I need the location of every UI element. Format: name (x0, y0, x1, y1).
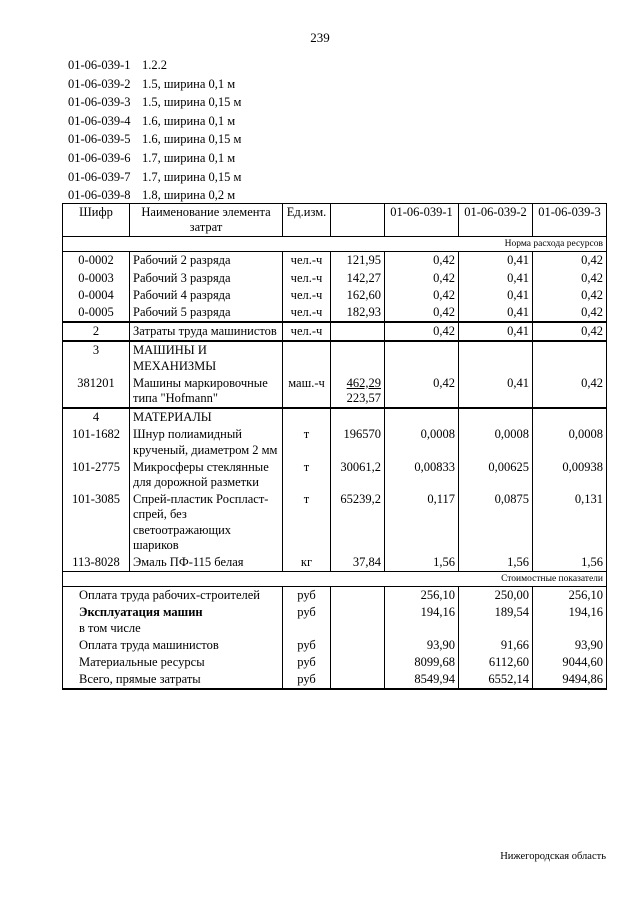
cost-value-3: 194,16 (533, 604, 607, 636)
table-row (63, 375, 607, 408)
code-id: 01-06-039-6 (68, 150, 131, 165)
cell-price: 65239,2 (331, 491, 385, 554)
cell-unit: т (283, 459, 331, 491)
code-list-item (68, 93, 241, 112)
code-list-item (68, 75, 241, 94)
region-footer: Нижегородская область (500, 851, 606, 862)
cost-value-2: 91,66 (459, 637, 533, 654)
cell-unit: чел.-ч (283, 304, 331, 322)
code-description: 1.7, ширина 0,1 м (142, 150, 236, 165)
cell-name: Рабочий 5 разряда (130, 304, 283, 322)
cost-unit: руб (283, 654, 331, 671)
cell-unit: маш.-ч (283, 375, 331, 408)
cost-value-2: 6112,60 (459, 654, 533, 671)
cell-cipher: 101-2775 (63, 459, 130, 491)
code-list (68, 56, 241, 205)
section-heading-machines: МАШИНЫ И МЕХАНИЗМЫ (130, 341, 283, 374)
section-header-row (63, 572, 607, 587)
cell-value-2: 0,41 (459, 375, 533, 408)
cell-value-2: 0,41 (459, 270, 533, 287)
cell-value-3: 0,42 (533, 287, 607, 304)
cell-value-1: 1,56 (385, 554, 459, 572)
header-col-1: 01-06-039-1 (385, 204, 459, 237)
cell-value-3: 0,42 (533, 322, 607, 341)
table-row (63, 459, 607, 491)
header-price (331, 204, 385, 237)
code-description: 1.6, ширина 0,15 м (142, 132, 242, 147)
cell-value-1: 0,42 (385, 304, 459, 322)
cell-name: Рабочий 4 разряда (130, 287, 283, 304)
code-id: 01-06-039-8 (68, 188, 131, 203)
cell-price: 30061,2 (331, 459, 385, 491)
cost-value-2: 6552,14 (459, 671, 533, 689)
cost-row (63, 637, 607, 654)
cell-name: Рабочий 3 разряда (130, 270, 283, 287)
code-description: 1.2.2 (142, 58, 167, 72)
cell-value-2: 0,41 (459, 304, 533, 322)
code-list-item (68, 149, 241, 168)
cost-value-3: 9494,86 (533, 671, 607, 689)
cell-name: Затраты труда машинистов (130, 322, 283, 341)
code-description: 1.8, ширина 0,2 м (142, 188, 236, 203)
cell-price-primary: 462,29 (346, 375, 381, 390)
cell-value-2: 0,0008 (459, 426, 533, 458)
cell-value-1: 0,0008 (385, 426, 459, 458)
cell-value-1: 0,00833 (385, 459, 459, 491)
cell-unit: чел.-ч (283, 252, 331, 270)
cost-value-1: 256,10 (385, 587, 459, 605)
cell-value-3: 0,42 (533, 304, 607, 322)
header-unit: Ед.изм. (283, 204, 331, 237)
table-header-row (63, 204, 607, 237)
cell-name: Шнур полиамидный крученый, диаметром 2 мм (130, 426, 283, 458)
code-list-item (68, 130, 241, 149)
cell-value-3: 0,131 (533, 491, 607, 554)
cell-name: Спрей-пластик Роспласт-спрей, без светоотражающих шариков (130, 491, 283, 554)
cell-value-2: 0,41 (459, 287, 533, 304)
cost-name: Оплата труда машинистов (63, 637, 283, 654)
cell-value-2: 0,41 (459, 252, 533, 270)
cell-unit: чел.-ч (283, 270, 331, 287)
cost-name-secondary: в том числе (79, 620, 141, 635)
header-col-2: 01-06-039-2 (459, 204, 533, 237)
code-list-item (68, 186, 241, 205)
section-heading-materials: МАТЕРИАЛЫ (130, 408, 283, 426)
cost-value-2: 189,54 (459, 604, 533, 636)
cost-value-1: 194,16 (385, 604, 459, 636)
section-cost-label: Стоимостные показатели (63, 572, 607, 587)
cost-name: Материальные ресурсы (63, 654, 283, 671)
cell-value-2: 0,0875 (459, 491, 533, 554)
code-description: 1.6, ширина 0,1 м (142, 113, 236, 128)
cost-row (63, 671, 607, 689)
cell-unit: т (283, 426, 331, 458)
code-description: 1.5, ширина 0,1 м (142, 76, 236, 91)
cost-value-3: 93,90 (533, 637, 607, 654)
cell-price: 162,60 (331, 287, 385, 304)
cell-cipher: 3 (63, 341, 130, 374)
cell-cipher: 2 (63, 322, 130, 341)
code-list-item (68, 112, 241, 131)
table-row (63, 322, 607, 341)
cell-price (331, 322, 385, 341)
cell-value-3: 0,42 (533, 252, 607, 270)
cell-price: 121,95 (331, 252, 385, 270)
header-cipher: Шифр (63, 204, 130, 237)
code-id: 01-06-039-1 (68, 58, 131, 72)
cost-value-3: 256,10 (533, 587, 607, 605)
cell-value-3: 0,42 (533, 270, 607, 287)
cell-cipher: 0-0002 (63, 252, 130, 270)
cell-value-1: 0,117 (385, 491, 459, 554)
cell-unit: чел.-ч (283, 322, 331, 341)
cell-value-2: 0,41 (459, 322, 533, 341)
table-section-heading-row (63, 341, 607, 374)
cell-cipher: 101-1682 (63, 426, 130, 458)
table-row (63, 304, 607, 322)
cell-value-1: 0,42 (385, 375, 459, 408)
cost-value-3: 9044,60 (533, 654, 607, 671)
table-row (63, 252, 607, 270)
cost-name: Всего, прямые затраты (63, 671, 283, 689)
table-section-heading-row (63, 408, 607, 426)
cell-value-1: 0,42 (385, 322, 459, 341)
cell-name: Микросферы стеклянные для дорожной разметки (130, 459, 283, 491)
cost-value-1: 8549,94 (385, 671, 459, 689)
cell-name: Машины маркировочные типа "Hofmann" (130, 375, 283, 408)
cell-value-2: 0,00625 (459, 459, 533, 491)
code-list-item (68, 168, 241, 187)
cell-value-1: 0,42 (385, 270, 459, 287)
cell-price: 196570 (331, 426, 385, 458)
code-id: 01-06-039-2 (68, 76, 131, 91)
cell-cipher: 113-8028 (63, 554, 130, 572)
cost-row (63, 604, 607, 636)
cell-value-3: 0,42 (533, 375, 607, 408)
cost-value-1: 8099,68 (385, 654, 459, 671)
cell-price: 182,93 (331, 304, 385, 322)
code-id: 01-06-039-3 (68, 95, 131, 110)
header-col-3: 01-06-039-3 (533, 204, 607, 237)
cost-value-1: 93,90 (385, 637, 459, 654)
cost-name: Оплата труда рабочих-строителей (63, 587, 283, 605)
cell-unit: чел.-ч (283, 287, 331, 304)
cost-unit: руб (283, 637, 331, 654)
cell-unit: кг (283, 554, 331, 572)
cost-unit: руб (283, 587, 331, 605)
cell-cipher: 0-0005 (63, 304, 130, 322)
cell-cipher: 0-0003 (63, 270, 130, 287)
cost-name (63, 604, 283, 636)
cost-row (63, 654, 607, 671)
cell-value-1: 0,42 (385, 287, 459, 304)
code-description: 1.5, ширина 0,15 м (142, 95, 242, 110)
table-row (63, 270, 607, 287)
cost-name-primary: Эксплуатация машин (79, 605, 203, 620)
cell-value-1: 0,42 (385, 252, 459, 270)
cost-unit: руб (283, 671, 331, 689)
cell-value-3: 1,56 (533, 554, 607, 572)
cell-price: 142,27 (331, 270, 385, 287)
cell-price (331, 375, 385, 408)
page-number: 239 (310, 30, 330, 45)
cell-name: Эмаль ПФ-115 белая (130, 554, 283, 572)
header-name: Наименование элемента затрат (130, 204, 283, 237)
table-row (63, 287, 607, 304)
cell-price-secondary: 223,57 (346, 391, 381, 406)
code-id: 01-06-039-4 (68, 113, 131, 128)
code-description: 1.7, ширина 0,15 м (142, 169, 242, 184)
table-row (63, 554, 607, 572)
section-norms-label: Норма расхода ресурсов (63, 237, 607, 252)
resource-norms-table (62, 203, 607, 690)
code-id: 01-06-039-7 (68, 169, 131, 184)
table-row (63, 426, 607, 458)
cost-unit: руб (283, 604, 331, 636)
code-id: 01-06-039-5 (68, 132, 131, 147)
cell-cipher: 101-3085 (63, 491, 130, 554)
cell-value-3: 0,00938 (533, 459, 607, 491)
cell-name: Рабочий 2 разряда (130, 252, 283, 270)
cell-cipher: 381201 (63, 375, 130, 408)
cost-row (63, 587, 607, 605)
cost-value-2: 250,00 (459, 587, 533, 605)
section-header-row (63, 237, 607, 252)
cell-cipher: 0-0004 (63, 287, 130, 304)
cell-value-3: 0,0008 (533, 426, 607, 458)
code-list-item (68, 56, 241, 75)
cell-value-2: 1,56 (459, 554, 533, 572)
table-row (63, 491, 607, 554)
cell-cipher: 4 (63, 408, 130, 426)
cell-unit: т (283, 491, 331, 554)
cell-price: 37,84 (331, 554, 385, 572)
